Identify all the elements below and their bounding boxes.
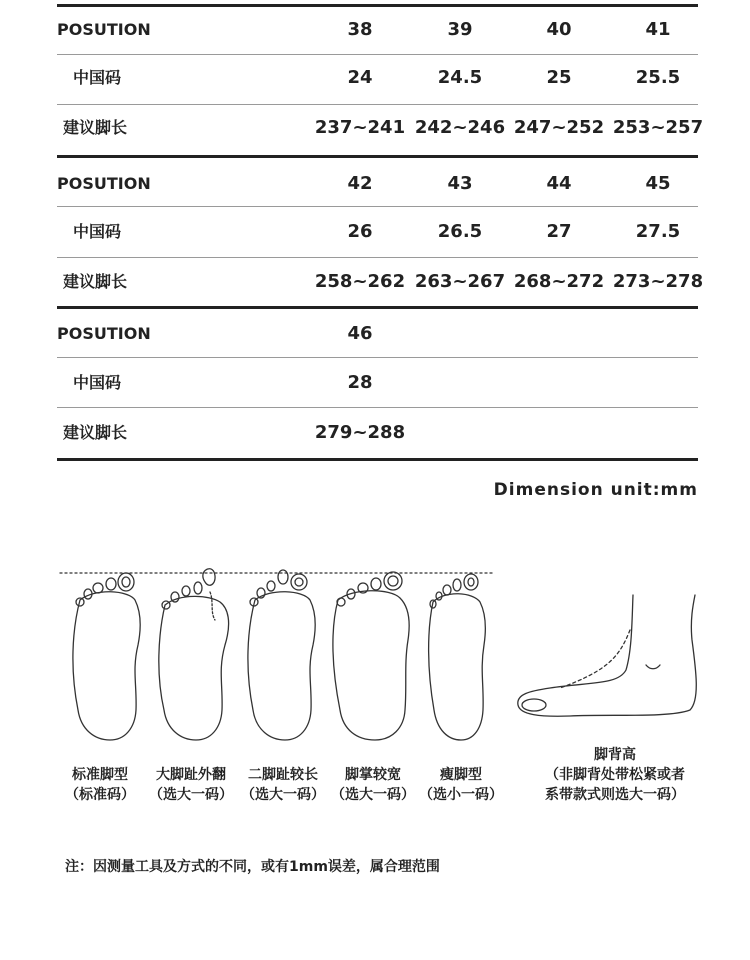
instep-name: 脚背高 [594, 747, 636, 763]
table-cell: 242~246 [414, 117, 506, 138]
row-label: POSUTION [57, 20, 151, 39]
row-label: POSUTION [57, 174, 151, 193]
table-row-position [57, 6, 698, 54]
table-cell: 268~272 [513, 271, 605, 292]
foot-illustrations [50, 560, 700, 750]
table-cell: 26.5 [437, 221, 483, 242]
instep-advice-line2: 系带款式则选大一码） [545, 787, 685, 803]
table-row-china [57, 208, 698, 256]
table-cell: 24.5 [437, 67, 483, 88]
foot-type-advice: （选大一码） [149, 787, 233, 803]
foot-type-advice: （选大一码） [241, 787, 325, 803]
table-row-length [57, 258, 704, 306]
foot-type-name: 瘦脚型 [440, 767, 482, 783]
foot-type-name: 大脚趾外翻 [156, 767, 226, 783]
table-rule [57, 357, 698, 358]
row-label: 中国码 [73, 373, 122, 392]
table-cell: 237~241 [314, 117, 406, 138]
table-cell: 273~278 [612, 271, 704, 292]
row-label: 建议脚长 [63, 423, 128, 442]
foot-side-instep-icon [518, 595, 696, 716]
table-cell: 41 [645, 19, 671, 40]
foot-type-name: 标准脚型 [72, 767, 128, 783]
foot-slim-icon [429, 574, 486, 740]
table-cell: 40 [546, 19, 572, 40]
table-cell: 46 [347, 323, 373, 344]
foot-type-advice: （选大一码） [331, 787, 415, 803]
table-cell: 247~252 [513, 117, 605, 138]
table-row-length [57, 409, 698, 457]
table-cell: 24 [347, 67, 373, 88]
dimension-unit-label: Dimension unit:mm [493, 480, 698, 500]
table-cell: 253~257 [612, 117, 704, 138]
foot-type-caption [146, 765, 236, 805]
table-rule [57, 407, 698, 408]
foot-bunion-icon [159, 569, 229, 740]
table-cell: 44 [546, 173, 572, 194]
table-rule [57, 306, 698, 309]
table-cell: 279~288 [314, 422, 406, 443]
table-row-china [57, 54, 698, 102]
table-cell: 258~262 [314, 271, 406, 292]
row-label: POSUTION [57, 324, 151, 343]
table-row-length [57, 104, 704, 152]
table-cell: 27.5 [635, 221, 681, 242]
row-label: 建议脚长 [63, 272, 128, 291]
instep-advice-line1: （非脚背处带松紧或者 [545, 767, 685, 783]
instep-caption [520, 745, 710, 805]
table-cell: 27 [546, 221, 572, 242]
table-rule [57, 458, 698, 461]
row-label: 中国码 [73, 222, 122, 241]
table-cell: 38 [347, 19, 373, 40]
row-label: 中国码 [73, 68, 122, 87]
table-rule [57, 155, 698, 158]
foot-type-name: 脚掌较宽 [345, 767, 401, 783]
table-cell: 25 [546, 67, 572, 88]
table-cell: 263~267 [414, 271, 506, 292]
table-row-position [57, 310, 698, 358]
table-cell: 45 [645, 173, 671, 194]
foot-type-caption [416, 765, 506, 805]
foot-type-advice: （选小一码） [419, 787, 503, 803]
foot-type-caption [60, 765, 140, 805]
table-cell: 39 [447, 19, 473, 40]
foot-type-advice: （标准码） [65, 787, 135, 803]
table-cell: 28 [347, 372, 373, 393]
table-row-position [57, 160, 698, 208]
table-cell: 42 [347, 173, 373, 194]
foot-long-second-toe-icon [248, 570, 315, 740]
table-cell: 25.5 [635, 67, 681, 88]
row-label: 建议脚长 [63, 118, 128, 137]
foot-wide-icon [333, 572, 409, 740]
foot-type-caption [328, 765, 418, 805]
measurement-note: 注：因测量工具及方式的不同，或有1mm误差，属合理范围 [65, 859, 440, 875]
table-row-china [57, 359, 698, 407]
foot-type-name: 二脚趾较长 [248, 767, 318, 783]
table-cell: 43 [447, 173, 473, 194]
table-rule [57, 206, 698, 207]
foot-standard-icon [73, 573, 140, 740]
table-cell: 26 [347, 221, 373, 242]
foot-type-caption [238, 765, 328, 805]
